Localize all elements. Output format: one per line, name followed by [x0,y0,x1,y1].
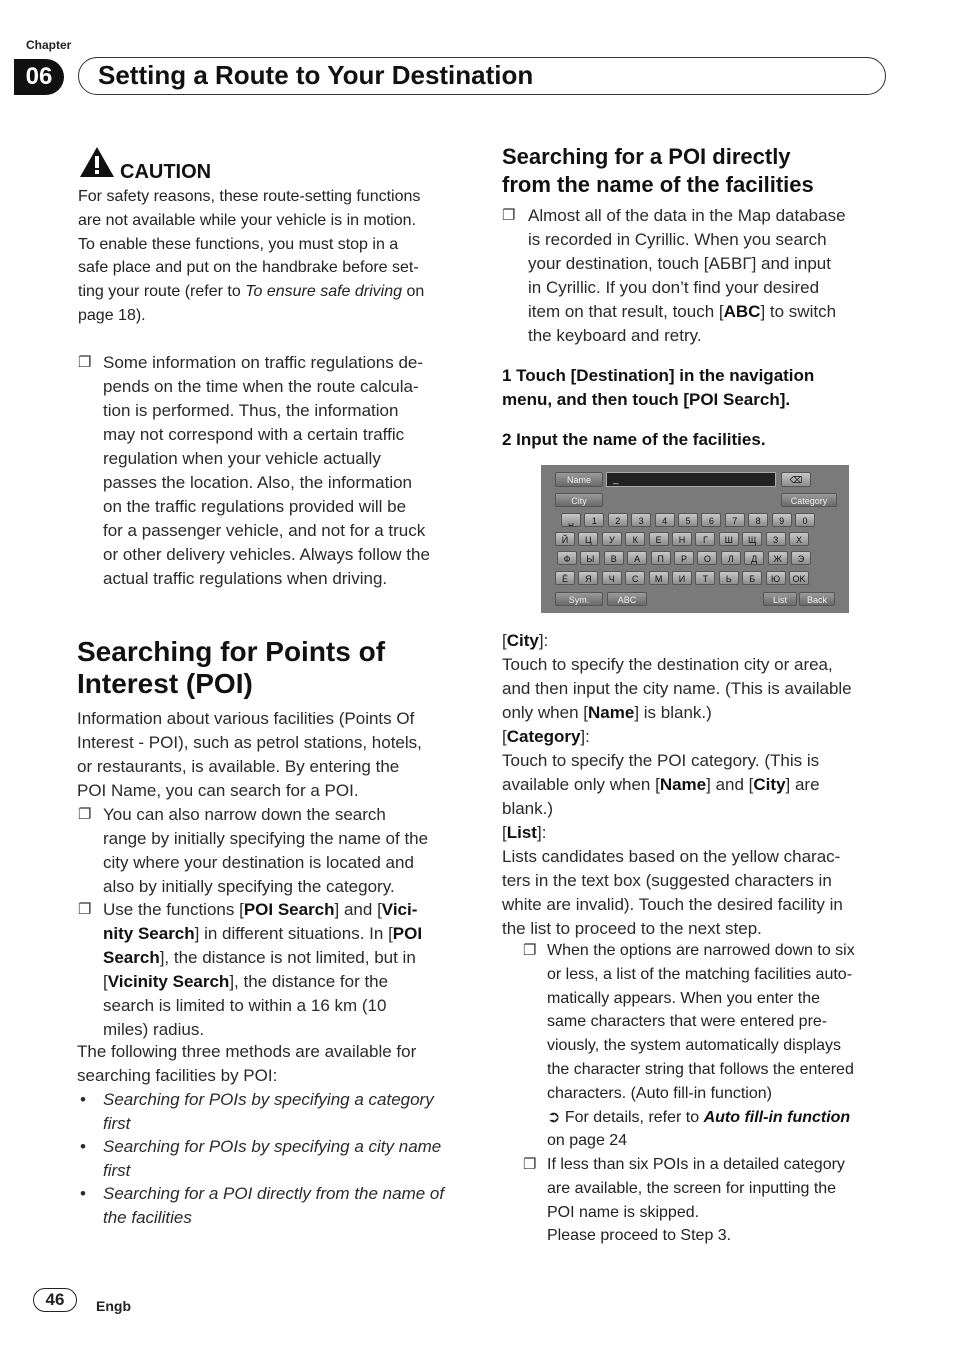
keyboard-key[interactable]: 7 [725,513,745,527]
keyboard-key[interactable]: В [604,551,624,565]
sym-key[interactable]: Sym. [555,592,603,606]
caution-text: For safety reasons, these route-setting functions are not available while your vehicle is in motion. To enable these functions, you must stop in a safe place and put on the handbrake before set- ting your route (refer to To ensure safe driving on page 18). [78,188,425,324]
method-item: Searching for a POI directly from the name of the facilities [103,1184,445,1227]
autofill-note: When the options are narrowed down to six or less, a list of the matching facilities auto- matically appears. When you enter the same characters that were entered pre- viously, the system automatically displays the character string that follows the entered characters. (Auto fill-in function) ➲ For details, refer to Auto fill-in function on page 24 [547,942,855,1150]
keyboard-key[interactable]: Ё [555,571,575,585]
keyboard-key[interactable]: Я [578,571,598,585]
checkbox-bullet-icon: ❐ [523,1156,537,1173]
keyboard-key[interactable]: Т [695,571,715,585]
keyboard-key[interactable]: 0 [795,513,815,527]
keyboard-key[interactable]: 5 [678,513,698,527]
back-key[interactable]: Back [799,592,835,606]
caution-title: CAUTION [120,161,212,183]
checkbox-bullet-icon: ❐ [502,207,516,224]
keyboard-key[interactable]: Щ [742,532,762,546]
keyboard-key[interactable]: Ж [768,551,788,565]
poi-section-heading: Searching for Points of Interest (POI) [77,636,386,699]
key-row-digits [541,513,849,529]
keyboard-key[interactable]: 4 [655,513,675,527]
keyboard-key[interactable]: Ш [719,532,739,546]
poi-note-functions: Use the functions [POI Search] and [Vici- nity Search] in different situations. In [POI Search], the distance is not limited, but in [Vicinity Search], the distance for the search is limited to within a 16 km (10 miles) radius. [103,900,423,1039]
keyboard-key[interactable]: У [602,532,622,546]
keyboard-key[interactable]: Г [695,532,715,546]
keyboard-key[interactable]: 1 [584,513,604,527]
keyboard-key[interactable]: С [625,571,645,585]
keyboard-key[interactable]: Ц [578,532,598,546]
city-key[interactable]: City [555,493,603,507]
step-2: 2 Input the name of the facilities. [502,430,766,449]
checkbox-bullet-icon: ❐ [523,942,537,959]
keyboard-key[interactable]: А [627,551,647,565]
page-number: 46 [33,1288,77,1312]
keyboard-key[interactable]: Ю [766,571,786,585]
skip-note: If less than six POIs in a detailed category are available, the screen for inputting the POI name is skipped. Please proceed to Step 3. [547,1156,845,1245]
language-label: Engb [96,1298,131,1314]
key-row-cyrillic-2 [541,551,849,567]
warning-icon [79,146,115,178]
keyboard-key[interactable]: 2 [608,513,628,527]
backspace-key[interactable]: ⌫ [781,472,811,487]
keyboard-key[interactable]: Й [555,532,575,546]
category-key[interactable]: Category [781,493,837,507]
keyboard-key[interactable]: П [651,551,671,565]
chapter-label: Chapter [26,38,72,52]
keyboard-key[interactable]: Р [674,551,694,565]
bullet-dot-icon: • [80,1137,86,1156]
keyboard-key[interactable]: Н [672,532,692,546]
chapter-number: 06 [14,59,64,95]
arrow-right-icon: ➲ [547,1108,565,1126]
keyboard-key[interactable]: 3 [631,513,651,527]
poi-note-narrow: You can also narrow down the search range by initially specifying the name of the city where your destination is located and also by initially specifying the category. [103,805,429,896]
traffic-note: Some information on traffic regulations de- pends on the time when the route calcula- tion is performed. Thus, the information may not correspond with a certain traffic regulation when your vehicle actually passes the location. Also, the information on the traffic regulations provided will be for a passenger vehicle, and not for a truck or other delivery vehicles. Always follow the actual traffic regulations when driving. [103,353,430,588]
keyboard-key[interactable]: Ч [602,571,622,585]
checkbox-bullet-icon: ❐ [78,901,92,918]
keyboard-screenshot [541,465,849,613]
checkbox-bullet-icon: ❐ [78,354,92,371]
key-row-cyrillic-1 [541,532,849,548]
cyrillic-note: Almost all of the data in the Map database is recorded in Cyrillic. When you search your destination, touch [АБВГ] and input in Cyrillic. If you don’t find your desired item on that result, touch [ABC] to switch the keyboard and retry. [528,206,846,345]
keyboard-key[interactable]: И [672,571,692,585]
abc-key[interactable]: ABC [607,592,647,606]
keyboard-key[interactable]: М [649,571,669,585]
method-item: Searching for POIs by specifying a category first [103,1090,434,1133]
keyboard-key[interactable]: О [697,551,717,565]
keyboard-key[interactable]: К [625,532,645,546]
direct-search-heading: Searching for a POI directly from the name of the facilities [502,144,814,197]
keyboard-key[interactable]: Ы [580,551,600,565]
chapter-title: Setting a Route to Your Destination [98,60,534,90]
keyboard-key[interactable]: Л [721,551,741,565]
keyboard-key[interactable]: Х [789,532,809,546]
step-1: 1 Touch [Destination] in the navigation menu, and then touch [POI Search]. [502,366,815,409]
city-description: [City]: Touch to specify the destination city or area, and then input the city name. (This is available only when [Name] is blank.) [Category]: Touch to specify the POI category. (This is available only when [Name] and [City] are blank.) [List]: Lists candidates based on the yellow charac- ters in the text box (suggested characters in white are invalid). Touch the desired facility in the list to proceed to the next step. [502,631,852,938]
bullet-dot-icon: • [80,1184,86,1203]
name-label: Name [555,472,603,487]
keyboard-key[interactable]: Ь [719,571,739,585]
name-input[interactable]: _ [606,472,776,487]
keyboard-key[interactable]: 6 [701,513,721,527]
keyboard-key[interactable]: Б [742,571,762,585]
bullet-dot-icon: • [80,1090,86,1109]
keyboard-key[interactable]: 9 [772,513,792,527]
keyboard-key[interactable]: 8 [748,513,768,527]
keyboard-key[interactable]: ␣ [561,513,581,527]
key-row-cyrillic-3 [541,571,849,587]
keyboard-key[interactable]: З [766,532,786,546]
keyboard-key[interactable]: OK [789,571,809,585]
poi-methods-intro: The following three methods are available for searching facilities by POI: [77,1042,417,1085]
poi-intro: Information about various facilities (Points Of Interest - POI), such as petrol stations, hotels, or restaurants, is available. By entering the POI Name, you can search for a POI. [77,709,422,800]
keyboard-key[interactable]: Ф [557,551,577,565]
keyboard-key[interactable]: Э [791,551,811,565]
keyboard-key[interactable]: Д [744,551,764,565]
method-item: Searching for POIs by specifying a city name first [103,1137,442,1180]
list-key[interactable]: List [763,592,797,606]
checkbox-bullet-icon: ❐ [78,806,92,823]
keyboard-key[interactable]: Е [649,532,669,546]
